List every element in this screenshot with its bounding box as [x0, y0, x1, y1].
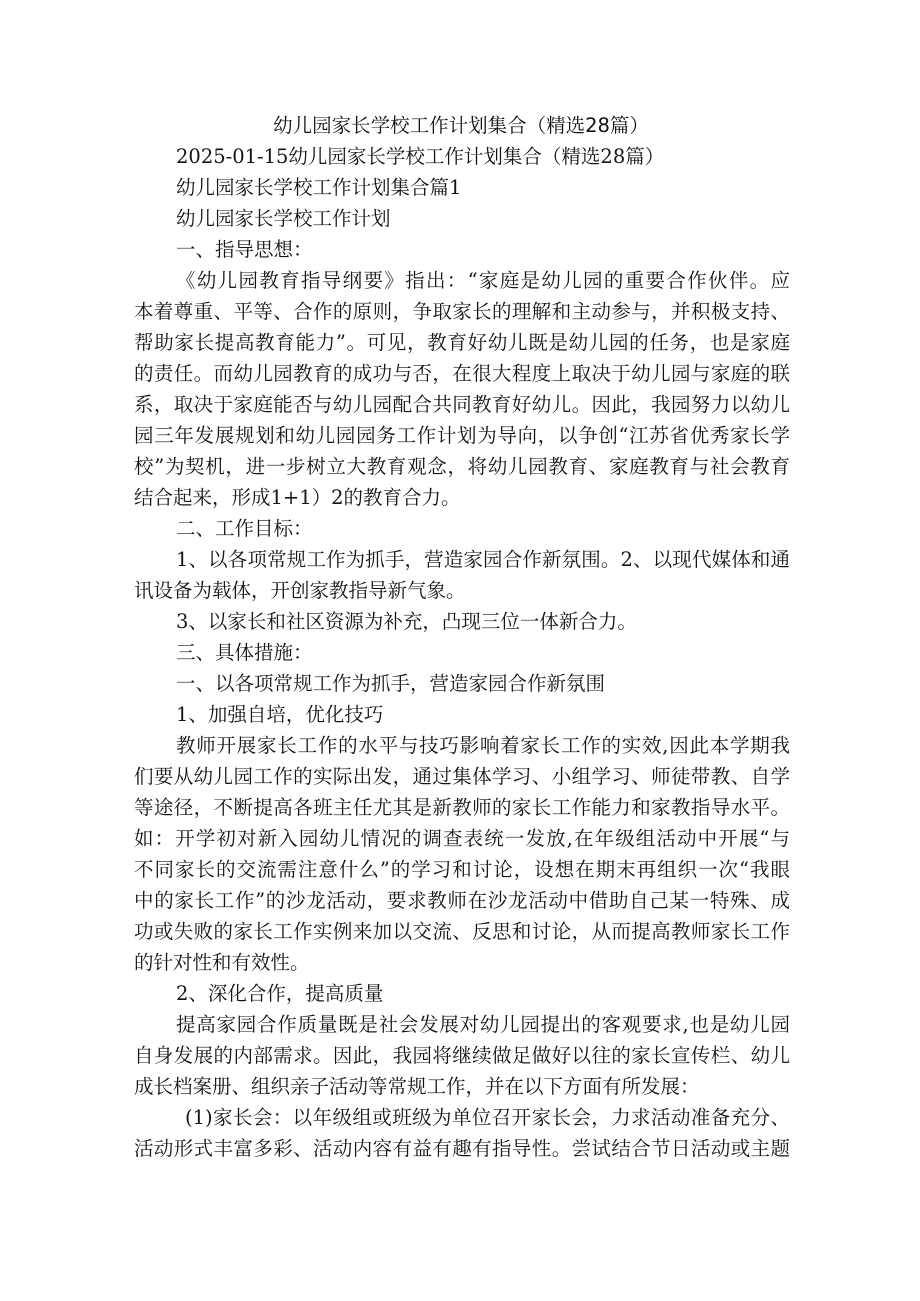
paragraph-guiding-ideology [134, 265, 790, 513]
text-line: 活动形式丰富多彩、活动内容有益有趣有指导性。尝试结合节日活动或主题 [134, 1137, 790, 1160]
heading-plan: 幼儿园家长学校工作计划 [176, 207, 391, 230]
paragraph-goals-1-2 [134, 544, 790, 606]
document-title: 幼儿园家长学校工作计划集合（精选28篇） [273, 114, 649, 137]
text-line: 结合起来，形成1+1）2的教育合力。 [134, 486, 461, 509]
text-line: 功或失败的家长工作实例来加以交流、反思和讨论，从而提高教师家长工作 [134, 920, 790, 943]
paragraph-self-training [134, 730, 790, 978]
text-line: 教师开展家长工作的水平与技巧影响着家长工作的实效,因此本学期我 [176, 734, 790, 757]
text-line: 们要从幼儿园工作的实际出发，通过集体学习、小组学习、师徒带教、自学 [134, 765, 790, 788]
heading-work-goals: 二、工作目标： [176, 517, 313, 540]
heading-specific-measures: 三、具体措施： [176, 641, 313, 664]
text-line: 1、以各项常规工作为抓手，营造家园合作新氛围。2、以现代媒体和通 [176, 548, 790, 571]
text-line: 成长档案册、组织亲子活动等常规工作，并在以下方面有所发展： [134, 1075, 700, 1098]
date-subtitle: 2025-01-15幼儿园家长学校工作计划集合（精选28篇） [176, 145, 665, 168]
heading-self-training: 1、加强自培，优化技巧 [176, 703, 384, 726]
heading-measure-1: 一、以各项常规工作为抓手，营造家园合作新氛围 [176, 672, 606, 695]
text-line: 系，取决于家庭能否与幼儿园配合共同教育好幼儿。因此，我园努力以幼儿 [134, 393, 790, 416]
text-line: 校”为契机，进一步树立大教育观念，将幼儿园教育、家庭教育与社会教育 [134, 455, 790, 478]
text-line: 的针对性和有效性。 [134, 951, 310, 974]
text-line: 《幼儿园教育指导纲要》指出：“家庭是幼儿园的重要合作伙伴。应 [176, 269, 790, 292]
text-line: 的责任。而幼儿园教育的成功与否，在很大程度上取决于幼儿园与家庭的联 [134, 362, 790, 385]
text-line: 自身发展的内部需求。因此，我园将继续做足做好以往的家长宣传栏、幼儿 [134, 1044, 790, 1067]
text-line: 不同家长的交流需注意什么”的学习和讨论，设想在期末再组织一次“我眼 [134, 858, 790, 881]
document-content [134, 110, 790, 1164]
text-line: 园三年发展规划和幼儿园园务工作计划为导向，以争创“江苏省优秀家长学 [134, 424, 790, 447]
text-line: 中的家长工作”的沙龙活动，要求教师在沙龙活动中借助自己某一特殊、成 [134, 889, 790, 912]
text-line: 本着尊重、平等、合作的原则，争取家长的理解和主动参与，并积极支持、 [134, 300, 790, 323]
text-line: 提高家园合作质量既是社会发展对幼儿园提出的客观要求,也是幼儿园 [176, 1013, 790, 1036]
paragraph-parent-meeting [134, 1102, 790, 1164]
section-title: 幼儿园家长学校工作计划集合篇1 [176, 176, 462, 199]
text-line: (1)家长会：以年级组或班级为单位召开家长会，力求活动准备充分、 [185, 1106, 790, 1129]
heading-deepen-cooperation: 2、深化合作，提高质量 [176, 982, 384, 1005]
text-line: 帮助家长提高教育能力”。可见，教育好幼儿既是幼儿园的任务，也是家庭 [134, 331, 790, 354]
paragraph-goal-3: 3、以家长和社区资源为补充，凸现三位一体新合力。 [176, 610, 637, 633]
paragraph-cooperation-quality [134, 1009, 790, 1102]
text-line: 等途径，不断提高各班主任尤其是新教师的家长工作能力和家教指导水平。 [134, 796, 790, 819]
text-line: 讯设备为载体，开创家教指导新气象。 [134, 579, 466, 602]
text-line: 如：开学初对新入园幼儿情况的调查表统一发放,在年级组活动中开展“与 [134, 827, 790, 850]
heading-guiding-ideology: 一、指导思想： [176, 238, 313, 261]
